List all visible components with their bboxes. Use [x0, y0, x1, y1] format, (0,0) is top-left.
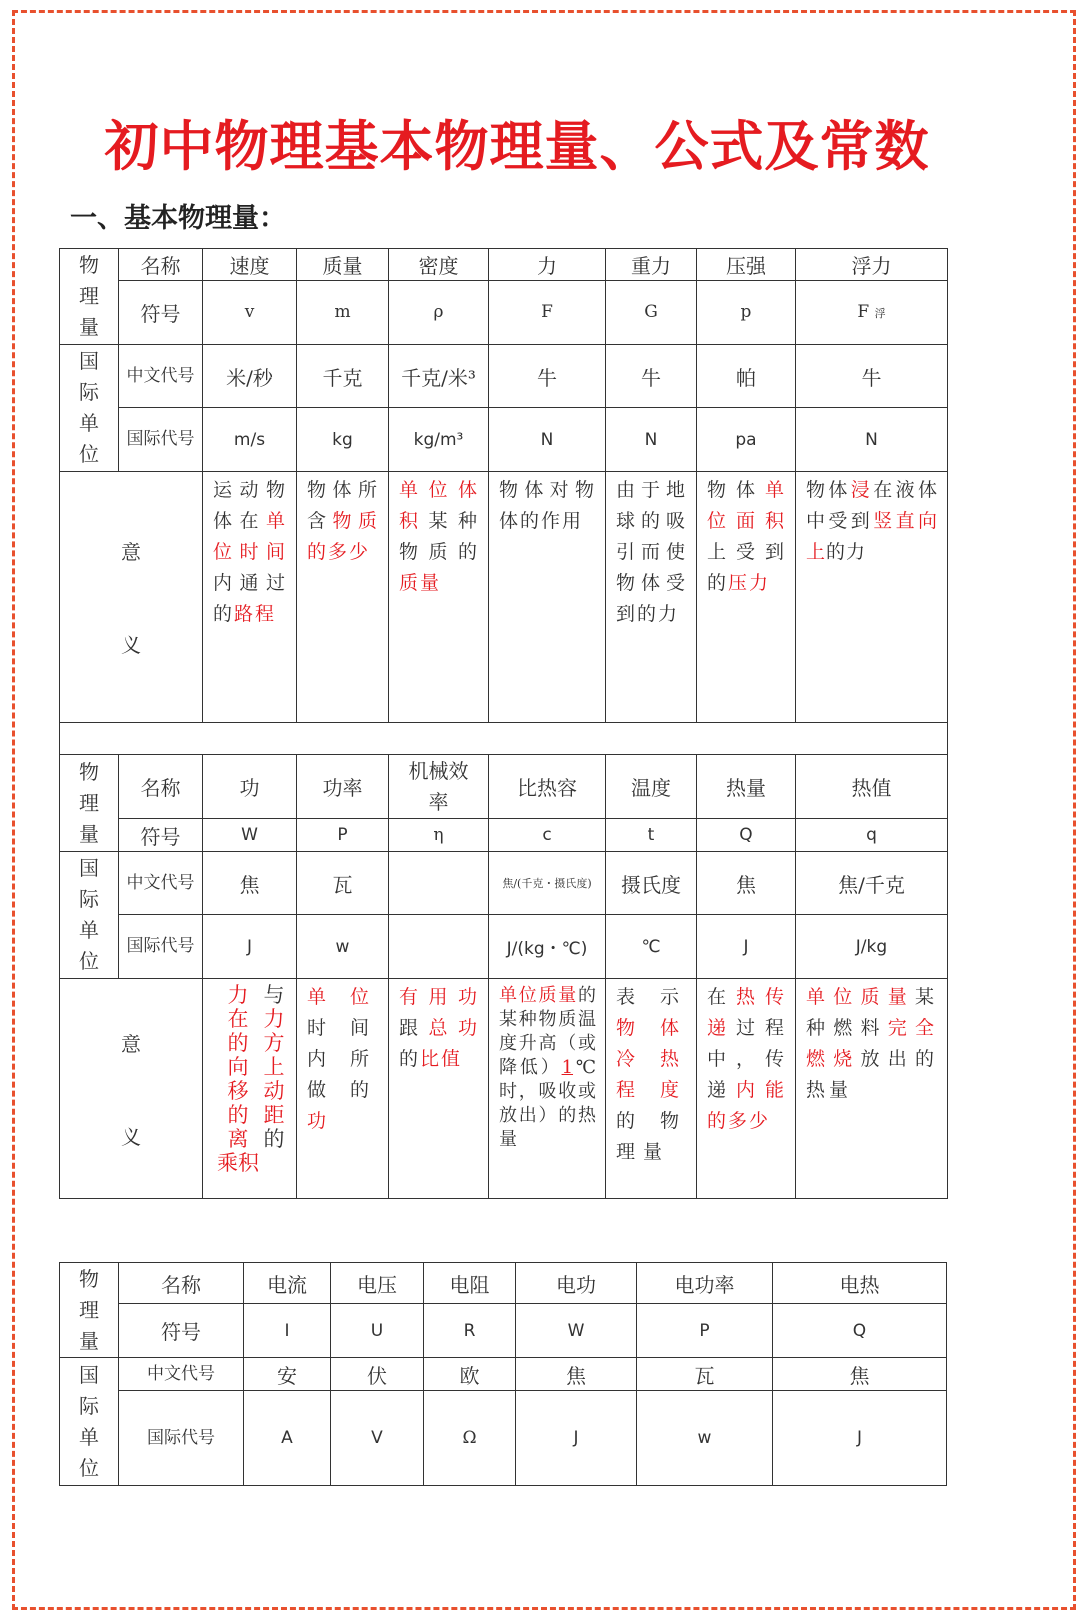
intl-code-label: 国际代号 [119, 1391, 244, 1486]
table-cell: m/s [203, 408, 297, 472]
table-cell: 摄氏度 [606, 852, 697, 915]
name-label: 名称 [119, 249, 203, 281]
table-cell: 密度 [389, 249, 489, 281]
table-cell: 速度 [203, 249, 297, 281]
table-cell: 浮力 [796, 249, 948, 281]
table-cell: 表示物体冷热程度的物理量 [606, 979, 697, 1199]
table-cell: ρ [389, 281, 489, 345]
table-cell: 电压 [331, 1263, 424, 1304]
table-cell: 电功 [516, 1263, 637, 1304]
name-label: 名称 [119, 755, 203, 819]
table-cell: 安 [244, 1358, 331, 1391]
name-label: 名称 [119, 1263, 244, 1304]
table-cell: 牛 [796, 345, 948, 408]
table-cell: m [297, 281, 389, 345]
table-cell: 瓦 [297, 852, 389, 915]
intl-unit-label: 国 际 单 位 [60, 1358, 119, 1486]
table-cell: J [203, 915, 297, 979]
table-cell: 物体所含物质的多少 [297, 472, 389, 723]
table-cell: W [203, 819, 297, 852]
table-cell: 比热容 [489, 755, 606, 819]
table-cell: 焦/(千克・摄氏度) [489, 852, 606, 915]
table-cell: 焦 [203, 852, 297, 915]
table-cell: 压强 [697, 249, 796, 281]
table-cell: 功 [203, 755, 297, 819]
table-cell: R [424, 1304, 516, 1358]
table-cell: J [516, 1391, 637, 1486]
table-cell: t [606, 819, 697, 852]
table-cell: 物体单位面积上受到的压力 [697, 472, 796, 723]
table-cell: 在热传递过程中，传递内能的多少 [697, 979, 796, 1199]
intl-code-label: 国际代号 [119, 915, 203, 979]
table-cell: 单位体积某种物质的质量 [389, 472, 489, 723]
table-cell: 力 [489, 249, 606, 281]
meaning-label: 意 义 [60, 472, 203, 723]
table-cell: v [203, 281, 297, 345]
table-cell: 瓦 [637, 1358, 773, 1391]
table-cell: p [697, 281, 796, 345]
quantity-label: 物 理 量 [60, 249, 119, 345]
table-cell: 电阻 [424, 1263, 516, 1304]
table-cell: 单位质量某种燃料完全燃烧放出的热量 [796, 979, 948, 1199]
quantity-label: 物 理 量 [60, 755, 119, 852]
table-cell: Q [697, 819, 796, 852]
table-cell: q [796, 819, 948, 852]
table-cell: Q [773, 1304, 947, 1358]
table-cell: c [489, 819, 606, 852]
table-cell: 电流 [244, 1263, 331, 1304]
quantities-table-heat [59, 754, 948, 1199]
table-cell: 由于地球的吸引而使物体受到的力 [606, 472, 697, 723]
intl-unit-label: 国 际 单 位 [60, 852, 119, 979]
table-cell: Ω [424, 1391, 516, 1486]
table-cell [389, 852, 489, 915]
quantity-label: 物 理 量 [60, 1263, 119, 1358]
table-cell: G [606, 281, 697, 345]
table-cell: N [606, 408, 697, 472]
quantities-table-mechanics [59, 248, 948, 755]
table-cell: pa [697, 408, 796, 472]
table-cell: 物体浸在液体中受到竖直向上的力 [796, 472, 948, 723]
table-cell: 运动物体在单位时间内通过的路程 [203, 472, 297, 723]
table-cell: P [297, 819, 389, 852]
table-cell: 物体对物体的作用 [489, 472, 606, 723]
table-cell: 焦 [516, 1358, 637, 1391]
table-cell: 单位时间内所做的功 [297, 979, 389, 1199]
table-cell: 力 在 的 向 移 的 离 乘积 与 力 方 上 动 距 的 [203, 979, 297, 1199]
table-cell: 帕 [697, 345, 796, 408]
table-cell: J/kg [796, 915, 948, 979]
table-cell: 单位质量的某种物质温度升高（或降低）1℃时，吸收或放出）的热量 [489, 979, 606, 1199]
intl-unit-label: 国 际 单 位 [60, 345, 119, 472]
table-cell: N [489, 408, 606, 472]
cn-code-label: 中文代号 [119, 852, 203, 915]
table-cell: 热量 [697, 755, 796, 819]
table-cell: 米/秒 [203, 345, 297, 408]
table-cell: w [637, 1391, 773, 1486]
table-cell: W [516, 1304, 637, 1358]
table-cell: F 浮 [796, 281, 948, 345]
section-heading: 一、基本物理量： [70, 203, 286, 234]
cn-code-label: 中文代号 [119, 1358, 244, 1391]
table-cell: kg/m³ [389, 408, 489, 472]
table-cell: 热值 [796, 755, 948, 819]
symbol-label: 符号 [119, 819, 203, 852]
table-cell: 电热 [773, 1263, 947, 1304]
meaning-label: 意 义 [60, 979, 203, 1199]
table-cell: 伏 [331, 1358, 424, 1391]
table-cell: 焦 [697, 852, 796, 915]
symbol-label: 符号 [119, 1304, 244, 1358]
table-cell: 焦/千克 [796, 852, 948, 915]
table-cell: 温度 [606, 755, 697, 819]
table-cell: 欧 [424, 1358, 516, 1391]
table-cell: 千克/米³ [389, 345, 489, 408]
table-cell: F [489, 281, 606, 345]
table-cell: 牛 [606, 345, 697, 408]
quantities-table-electric [59, 1262, 947, 1486]
table-cell: 有用功跟总功的比值 [389, 979, 489, 1199]
table-cell: A [244, 1391, 331, 1486]
table-cell: V [331, 1391, 424, 1486]
table-cell: 重力 [606, 249, 697, 281]
table-cell: I [244, 1304, 331, 1358]
table-spacer-row [60, 723, 948, 755]
table-cell: J [773, 1391, 947, 1486]
cn-code-label: 中文代号 [119, 345, 203, 408]
page-title: 初中物理基本物理量、公式及常数 [104, 115, 930, 178]
table-cell: N [796, 408, 948, 472]
table-cell: ℃ [606, 915, 697, 979]
symbol-label: 符号 [119, 281, 203, 345]
table-cell: w [297, 915, 389, 979]
table-cell: J [697, 915, 796, 979]
table-cell: U [331, 1304, 424, 1358]
table-cell: 机械效率 [389, 755, 489, 819]
table-cell: 牛 [489, 345, 606, 408]
intl-code-label: 国际代号 [119, 408, 203, 472]
table-cell: 质量 [297, 249, 389, 281]
table-cell: P [637, 1304, 773, 1358]
table-cell: 千克 [297, 345, 389, 408]
table-cell: 电功率 [637, 1263, 773, 1304]
table-cell: kg [297, 408, 389, 472]
table-cell [389, 915, 489, 979]
table-cell: J/(kg・℃) [489, 915, 606, 979]
table-cell: η [389, 819, 489, 852]
table-cell: 功率 [297, 755, 389, 819]
table-cell: 焦 [773, 1358, 947, 1391]
